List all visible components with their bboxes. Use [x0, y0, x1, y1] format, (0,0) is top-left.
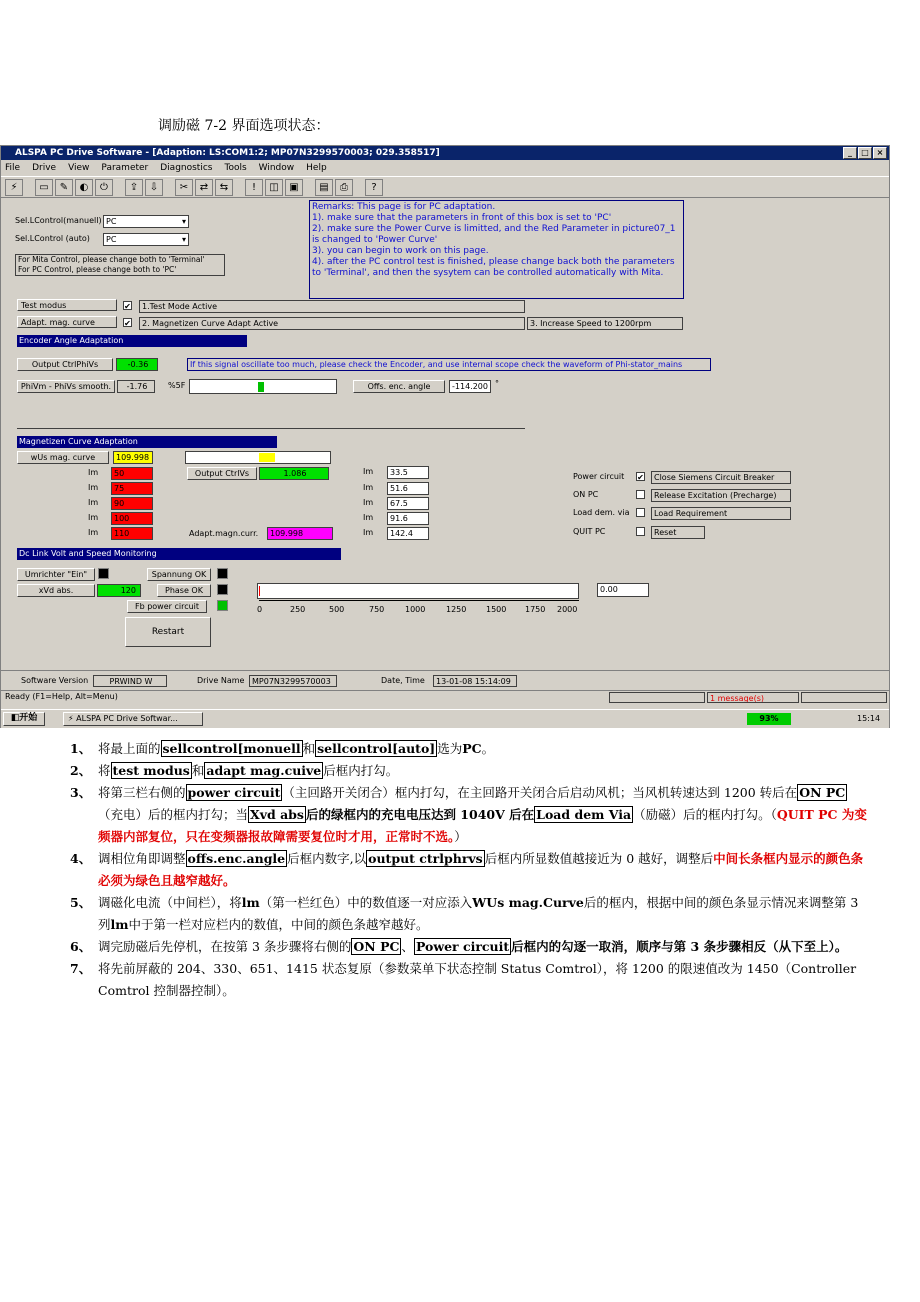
- step-keyword: Power circuit: [415, 939, 510, 954]
- power-icon[interactable]: ⏻: [95, 179, 113, 196]
- step-keyword: PC: [462, 741, 482, 756]
- download-icon[interactable]: ⇩: [145, 179, 163, 196]
- document-title: 调励磁 7-2 界面选项状态：: [158, 118, 330, 134]
- im-red-value[interactable]: 75: [111, 482, 153, 495]
- menu-parameter[interactable]: Parameter: [101, 163, 149, 173]
- scale-tick: 750: [369, 605, 385, 614]
- output-ctrlvs-value: 1.086: [259, 467, 329, 480]
- instruction-step: [70, 760, 870, 782]
- save-icon[interactable]: ▤: [315, 179, 333, 196]
- step-number: 4、: [70, 851, 92, 866]
- step-text: 调磁化电流（中间栏），将: [98, 895, 242, 910]
- on-pc-text: Release Excitation (Precharge): [651, 489, 791, 502]
- step-text: 选为: [437, 741, 463, 756]
- im-value[interactable]: 33.5: [387, 466, 429, 479]
- degree-unit: °: [495, 379, 499, 388]
- start-button[interactable]: [3, 712, 45, 726]
- monitor-icon[interactable]: ▣: [285, 179, 303, 196]
- app-icon: ⚡: [68, 714, 74, 723]
- fb-power-circuit-label: Fb power circuit: [127, 600, 207, 613]
- step-text: 调相位角即调整: [98, 851, 186, 866]
- quit-pc-label: QUIT PC: [573, 527, 606, 536]
- status-bar: [1, 690, 889, 705]
- load-dem-text: Load Requirement: [651, 507, 791, 520]
- phase-bar-label: %5F: [168, 381, 186, 390]
- test-modus-checkbox[interactable]: ✔: [124, 302, 131, 311]
- print-icon[interactable]: ⎙: [335, 179, 353, 196]
- step-keyword: power circuit: [187, 785, 281, 800]
- scale-tick: 1500: [486, 605, 507, 614]
- step-text: 将第三栏右侧的: [98, 785, 186, 800]
- offs-enc-angle-label: Offs. enc. angle: [353, 380, 445, 393]
- transfer-icon[interactable]: ⇆: [215, 179, 233, 196]
- im-value[interactable]: 91.6: [387, 512, 429, 525]
- instruction-step: [70, 738, 870, 760]
- power-circuit-checkbox[interactable]: ✔: [637, 473, 644, 482]
- power-circuit-label: Power circuit: [573, 472, 625, 481]
- instruction-step: [70, 848, 870, 892]
- control-note-pc: For PC Control, please change both to 'PC': [18, 265, 177, 274]
- im-label: Im: [88, 498, 99, 507]
- scale-tick: 2000: [557, 605, 578, 614]
- im-red-value[interactable]: 110: [111, 527, 153, 540]
- step-text: 将最上面的: [98, 741, 161, 756]
- step-keyword: Load dem Via: [536, 807, 632, 822]
- step-keyword: WUs mag.Curve: [472, 895, 584, 910]
- im-label: Im: [363, 498, 374, 507]
- step-text: 中于第一栏对应栏内的数值，中间的颜色条越窄越好。: [128, 917, 429, 932]
- output-ctrlphivs-value: -0.36: [116, 358, 158, 371]
- test-mode-status: 1.Test Mode Active: [139, 300, 525, 313]
- speed-bar: [257, 583, 579, 599]
- taskbar-app-label: ALSPA PC Drive Softwar...: [76, 714, 178, 723]
- status-panel: [609, 692, 705, 703]
- remark-line: 2). make sure the Power Curve is limitted, and the Red Parameter in picture07_1 is changed to 'Power Curve': [312, 224, 676, 245]
- scale-tick: 1250: [446, 605, 467, 614]
- battery-indicator[interactable]: 93%: [747, 713, 791, 725]
- scope-icon[interactable]: ◫: [265, 179, 283, 196]
- instruction-step: [70, 936, 870, 958]
- taskbar-app-button[interactable]: [63, 712, 203, 726]
- menu-drive[interactable]: Drive: [32, 163, 57, 173]
- step-text: （第一栏红色）中的数值逐一对应添入: [259, 895, 473, 910]
- step-text: 和: [302, 741, 316, 756]
- im-label: Im: [88, 483, 99, 492]
- quit-pc-text: Reset: [651, 526, 705, 539]
- phase-ok-label: Phase OK: [157, 584, 211, 597]
- step-text: 后的框内，根据中间的颜色条显示情况来调整第 3 列: [98, 895, 859, 932]
- menu-bar: [1, 161, 889, 175]
- window-controls: [843, 147, 887, 159]
- step-text: 后框内数字,以: [287, 851, 367, 866]
- minimize-button[interactable]: _: [843, 147, 857, 159]
- divider: [17, 428, 525, 429]
- spannung-indicator: [217, 568, 228, 579]
- control-note-mita: For Mita Control, please change both to 'Terminal': [18, 255, 205, 264]
- instruction-list: [70, 738, 870, 1002]
- scale-tick: 1750: [525, 605, 546, 614]
- step-text: 、: [401, 939, 414, 954]
- step-text: （励磁）后的框内打勾。（: [633, 807, 777, 822]
- taskbar: [1, 709, 889, 728]
- adapt-magn-curr-value: 109.998: [267, 527, 333, 540]
- window-title: ALSPA PC Drive Software - [Adaption: LS:COM1:2; MP07N3299570003; 029.358517]: [15, 148, 440, 158]
- restart-button[interactable]: Restart: [125, 617, 211, 647]
- toolbar: [1, 176, 889, 198]
- dclink-section-title: Dc Link Volt and Speed Monitoring: [17, 548, 341, 560]
- step-keyword: output ctrlphrvs: [368, 851, 483, 866]
- scale-tick: 1000: [405, 605, 426, 614]
- step-text: 后框内所显数值越接近为 0 越好，调整后: [484, 851, 714, 866]
- status-panel: [801, 692, 887, 703]
- magnet-section-title: Magnetizen Curve Adaptation: [17, 436, 277, 448]
- speed-bar-fill: [259, 586, 260, 596]
- instruction-step: [70, 892, 870, 936]
- divider: [1, 670, 889, 671]
- chevron-down-icon: ▾: [181, 235, 186, 244]
- adapt-mag-curve-checkbox[interactable]: ✔: [124, 319, 131, 328]
- output-ctrlvs-label: Output CtrlVs: [187, 467, 257, 480]
- speed-status: 3. Increase Speed to 1200rpm: [527, 317, 683, 330]
- remark-line: 4). after the PC control test is finished, please change back both the parameters to 'Terminal', and then the sysytem can be controlled automatically with Mita.: [312, 257, 675, 278]
- scale-tick: 0: [257, 605, 263, 614]
- step-text-bold: 后的绿框内的充电电压达到 1040V 后在: [305, 807, 535, 822]
- step-keyword: adapt mag.cuive: [206, 763, 322, 778]
- remark-line: 1). make sure that the parameters in front of this box is set to 'PC': [312, 213, 612, 223]
- menu-window[interactable]: Window: [258, 163, 295, 173]
- phivm-smooth-value: -1.76: [117, 380, 155, 393]
- output-ctrlphivs-label: Output CtrlPhiVs: [17, 358, 113, 371]
- magnet-bar: [185, 451, 331, 464]
- menu-diagnostics[interactable]: Diagnostics: [160, 163, 213, 173]
- magnet-bar-fill: [259, 453, 275, 462]
- step-number: 3、: [70, 785, 92, 800]
- im-label: Im: [363, 483, 374, 492]
- im-label: Im: [363, 467, 374, 476]
- im-value[interactable]: 51.6: [387, 482, 429, 495]
- im-label: Im: [363, 528, 374, 537]
- im-label: Im: [88, 468, 99, 477]
- im-red-value[interactable]: 90: [111, 497, 153, 510]
- scale-tick: 500: [329, 605, 345, 614]
- edit-icon[interactable]: ✎: [55, 179, 73, 196]
- spannung-label: Spannung OK: [147, 568, 211, 581]
- step-number: 2、: [70, 763, 92, 778]
- maximize-button[interactable]: □: [858, 147, 872, 159]
- offs-enc-angle-input[interactable]: -114.200: [449, 380, 491, 393]
- remarks-box: [309, 200, 684, 299]
- refresh-icon[interactable]: ◐: [75, 179, 93, 196]
- close-button[interactable]: ×: [873, 147, 887, 159]
- windows-icon: ◧: [10, 713, 20, 723]
- step-keyword: lm: [110, 917, 129, 932]
- step-keyword: test modus: [112, 763, 190, 778]
- step-keyword: sellcontrol[auto]: [317, 741, 436, 756]
- instruction-step: [70, 958, 870, 1002]
- tray-clock: 15:14: [857, 714, 881, 723]
- speed-readout: 0.00: [597, 583, 649, 597]
- step-keyword: ON PC: [353, 939, 400, 954]
- menu-file[interactable]: File: [5, 163, 21, 173]
- load-dem-checkbox[interactable]: [636, 508, 645, 517]
- phase-bar: [189, 379, 337, 394]
- instruction-step: [70, 782, 870, 848]
- im-label: Im: [363, 513, 374, 522]
- im-red-value[interactable]: 50: [111, 467, 153, 480]
- phase-bar-fill: [258, 382, 264, 392]
- upload-icon[interactable]: ⇪: [125, 179, 143, 196]
- step-text: 将: [98, 763, 111, 778]
- scale-tick: 250: [290, 605, 306, 614]
- step-text: 调完励磁后先停机，在按第 3 条步骤将右侧的: [98, 939, 352, 954]
- step-text: 后框内的勾逐一取消，顺序与第 3 条步骤相反（从下至上）。: [511, 939, 848, 954]
- umrichter-label: Umrichter "Ein": [17, 568, 95, 581]
- control-note: [15, 254, 225, 276]
- step-number: 5、: [70, 895, 92, 910]
- help-icon[interactable]: ?: [365, 179, 383, 196]
- step-warning: 中间长条框内显示的颜色条必须为绿色且越窄越好。: [98, 851, 864, 888]
- step-text: （主回路开关闭合）框内打勾，在主回路开关闭合后启动风机；当风机转速达到 1200 转后在: [282, 785, 798, 800]
- date-time-label: Date, Time: [381, 676, 425, 685]
- drive-name-label: Drive Name: [197, 676, 245, 685]
- sel-auto-label: Sel.LControl (auto): [15, 234, 90, 243]
- adapt-magn-curr-label: Adapt.magn.curr.: [189, 529, 259, 538]
- on-pc-checkbox[interactable]: [636, 490, 645, 499]
- compare-icon[interactable]: ⇄: [195, 179, 213, 196]
- tools-icon[interactable]: ✂: [175, 179, 193, 196]
- step-text: 。: [481, 741, 495, 756]
- step-text: 和: [191, 763, 205, 778]
- status-text: Ready (F1=Help, Alt=Menu): [5, 692, 118, 701]
- step-warning: QUIT PC 为变频器内部复位，只在变频器报故障需要复位时才用，正常时不选。: [98, 807, 867, 844]
- step-keyword: lm: [241, 895, 260, 910]
- wus-mag-curve-label: wUs mag. curve: [17, 451, 109, 464]
- load-dem-label: Load dem. via: [573, 508, 630, 517]
- sel-auto-select[interactable]: [103, 233, 189, 246]
- chevron-down-icon: ▾: [181, 217, 186, 226]
- date-time-value: 13-01-08 15:14:09: [433, 675, 517, 687]
- menu-view[interactable]: View: [68, 163, 90, 173]
- umrichter-indicator: [98, 568, 109, 579]
- step-keyword: offs.enc.angle: [187, 851, 286, 866]
- phase-ok-indicator: [217, 584, 228, 595]
- connect-icon[interactable]: ⚡: [5, 179, 23, 196]
- alarm-icon[interactable]: !: [245, 179, 263, 196]
- im-red-value[interactable]: 100: [111, 512, 153, 525]
- im-value[interactable]: 67.5: [387, 497, 429, 510]
- software-version-value: PRWIND W: [93, 675, 167, 687]
- sel-auto-value: PC: [106, 235, 117, 244]
- step-keyword: ON PC: [799, 785, 846, 800]
- message-count[interactable]: 1 message(s): [707, 692, 799, 703]
- wus-mag-curve-value: 109.998: [113, 451, 153, 464]
- sel-manuell-label: Sel.LControl(manuell): [15, 216, 102, 225]
- step-keyword: Xvd abs: [250, 807, 304, 822]
- drive-name-value: MP07N3299570003: [249, 675, 337, 687]
- phivm-smooth-label: PhiVm - PhiVs smooth.: [17, 380, 115, 393]
- adapt-mag-curve-label: Adapt. mag. curve: [17, 316, 117, 328]
- sel-manuell-select[interactable]: [103, 215, 189, 228]
- step-text: ）: [454, 829, 467, 844]
- power-circuit-text: Close Siemens Circuit Breaker: [651, 471, 791, 484]
- xvd-abs-value: 120: [97, 584, 141, 597]
- step-number: 7、: [70, 961, 92, 976]
- remark-line: 3). you can begin to work on this page.: [312, 246, 489, 256]
- encoder-section-title: Encoder Angle Adaptation: [17, 335, 247, 347]
- step-text: 后框内打勾。: [323, 763, 399, 778]
- step-keyword: sellcontrol[monuell: [162, 741, 301, 756]
- step-number: 6、: [70, 939, 92, 954]
- drive-icon[interactable]: ▭: [35, 179, 53, 196]
- sel-manuell-value: PC: [106, 217, 117, 226]
- menu-help[interactable]: Help: [306, 163, 327, 173]
- step-text: 将先前屏蔽的 204、330、651、1415 状态复原（参数菜单下状态控制 Status Comtrol），将 1200 的限速值改为 1450（Controller Comtrol 控制器控制）。: [98, 961, 857, 998]
- on-pc-label: ON PC: [573, 490, 599, 499]
- window-title-bar: [1, 146, 889, 160]
- menu-tools[interactable]: Tools: [224, 163, 247, 173]
- fb-power-circuit-indicator: [217, 600, 228, 611]
- encoder-hint: If this signal oscillate too much, please check the Encoder, and use internal scope check the waveform of Phi-stator_mains: [187, 358, 711, 371]
- step-number: 1、: [70, 741, 92, 756]
- xvd-abs-label: xVd abs.: [17, 584, 95, 597]
- adapt-status: 2. Magnetizen Curve Adapt Active: [139, 317, 525, 330]
- test-modus-label: Test modus: [17, 299, 117, 311]
- im-label: Im: [88, 528, 99, 537]
- im-label: Im: [88, 513, 99, 522]
- software-screenshot: [0, 145, 890, 728]
- step-text: （充电）后的框内打勾；当: [98, 807, 249, 822]
- im-value[interactable]: 142.4: [387, 527, 429, 540]
- remark-line: Remarks: This page is for PC adaptation.: [312, 202, 496, 212]
- quit-pc-checkbox[interactable]: [636, 527, 645, 536]
- software-version-label: Software Version: [21, 676, 89, 685]
- start-label: 开始: [19, 713, 38, 723]
